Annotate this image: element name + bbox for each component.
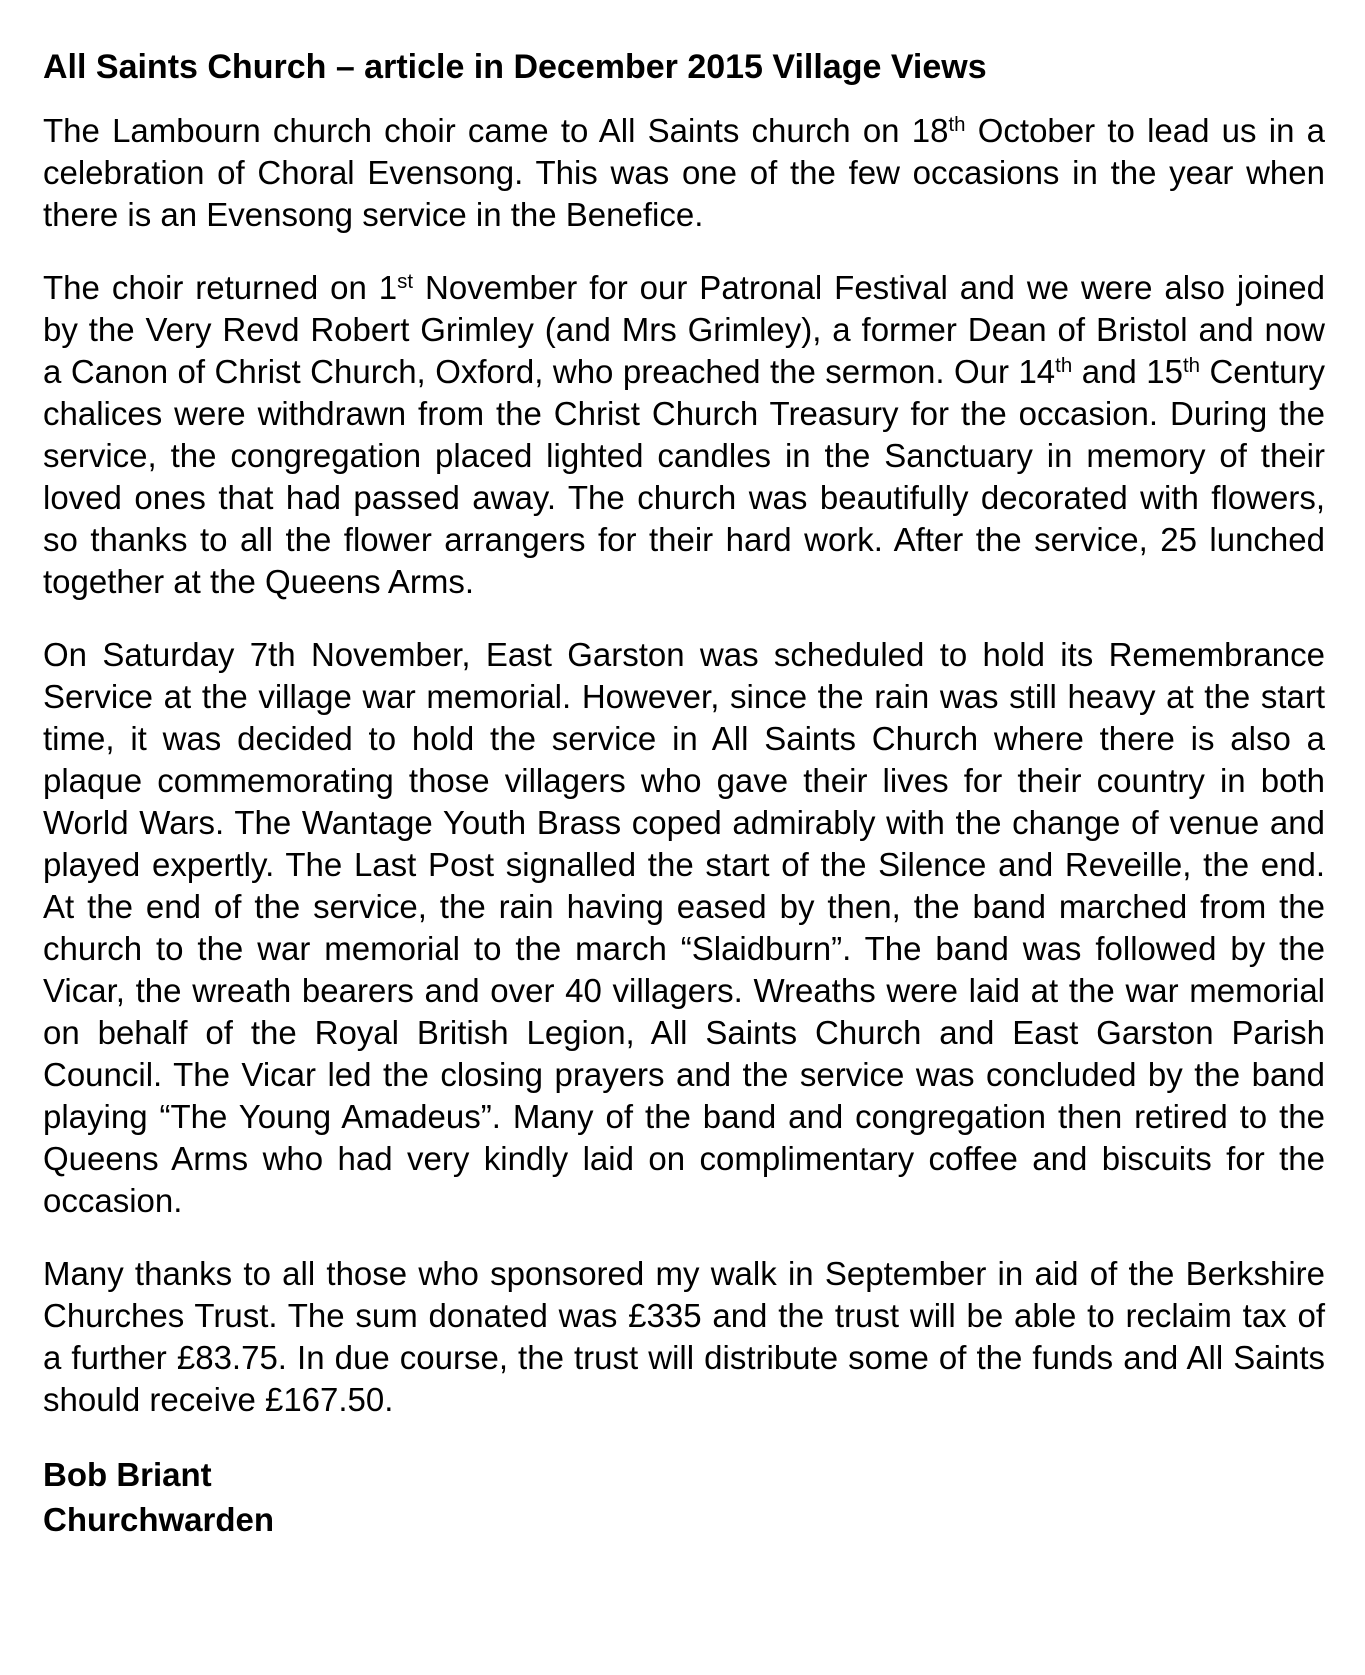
paragraph-patronal-festival — [43, 267, 1325, 603]
superscript-ordinal: st — [397, 269, 414, 293]
paragraph-text: October to lead us in a celebration of Choral Evensong. This was one of the few occasions in the year when there is an Evensong service in the Benefice. — [43, 112, 1326, 233]
signature-name: Bob Briant — [43, 1456, 212, 1493]
signature-block — [43, 1452, 1325, 1542]
superscript-ordinal: th — [1182, 353, 1200, 377]
paragraph-text: Century chalices were withdrawn from the Christ Church Treasury for the occasion. During the service, the congregation placed lighted candles in the Sanctuary in memory of their loved ones that had passed away. The church was beautifully decorated with flowers, so thanks to all the flower arrangers for their hard work. After the service, 25 lunched together at the Queens Arms. — [43, 353, 1326, 600]
paragraph-sponsored-walk: Many thanks to all those who sponsored my walk in September in aid of the Berkshire Churches Trust. The sum donated was £335 and the trust will be able to reclaim tax of a further £83.75. In due course, the trust will distribute some of the funds and All Saints should receive £167.50. — [43, 1255, 1325, 1418]
paragraph-choral-evensong — [43, 110, 1325, 236]
paragraph-text: The choir returned on 1 — [43, 269, 398, 306]
article-title: All Saints Church – article in December 2015 Village Views — [43, 48, 987, 86]
superscript-ordinal: th — [948, 112, 966, 136]
paragraph-remembrance-service: On Saturday 7th November, East Garston was scheduled to hold its Remembrance Service at the village war memorial. However, since the rain was still heavy at the start time, it was decided to hold the service in All Saints Church where there is also a plaque commemorating those villagers who gave their lives for their country in both World Wars. The Wantage Youth Brass coped admirably with the change of venue and played expertly. The Last Post signalled the start of the Silence and Reveille, the end. At the end of the service, the rain having eased by then, the band marched from the church to the war memorial to the march “Slaidburn”. The band was followed by the Vicar, the wreath bearers and over 40 villagers. Wreaths were laid at the war memorial on behalf of the Royal British Legion, All Saints Church and East Garston Parish Council. The Vicar led the closing prayers and the service was concluded by the band playing “The Young Amadeus”. Many of the band and congregation then retired to the Queens Arms who had very kindly laid on complimentary coffee and biscuits for the occasion. — [43, 636, 1325, 1219]
superscript-ordinal: th — [1055, 353, 1073, 377]
paragraph-text: and 15 — [1072, 353, 1183, 390]
signature-role: Churchwarden — [43, 1501, 275, 1538]
paragraph-text: The Lambourn church choir came to All Saints church on 18 — [43, 112, 949, 149]
paragraph-text: November for our Patronal Festival and we were also joined by the Very Revd Robert Grimley (and Mrs Grimley), a former Dean of Bristol and now a Canon of Christ Church, Oxford, who preached the sermon. Our 14 — [43, 269, 1325, 390]
